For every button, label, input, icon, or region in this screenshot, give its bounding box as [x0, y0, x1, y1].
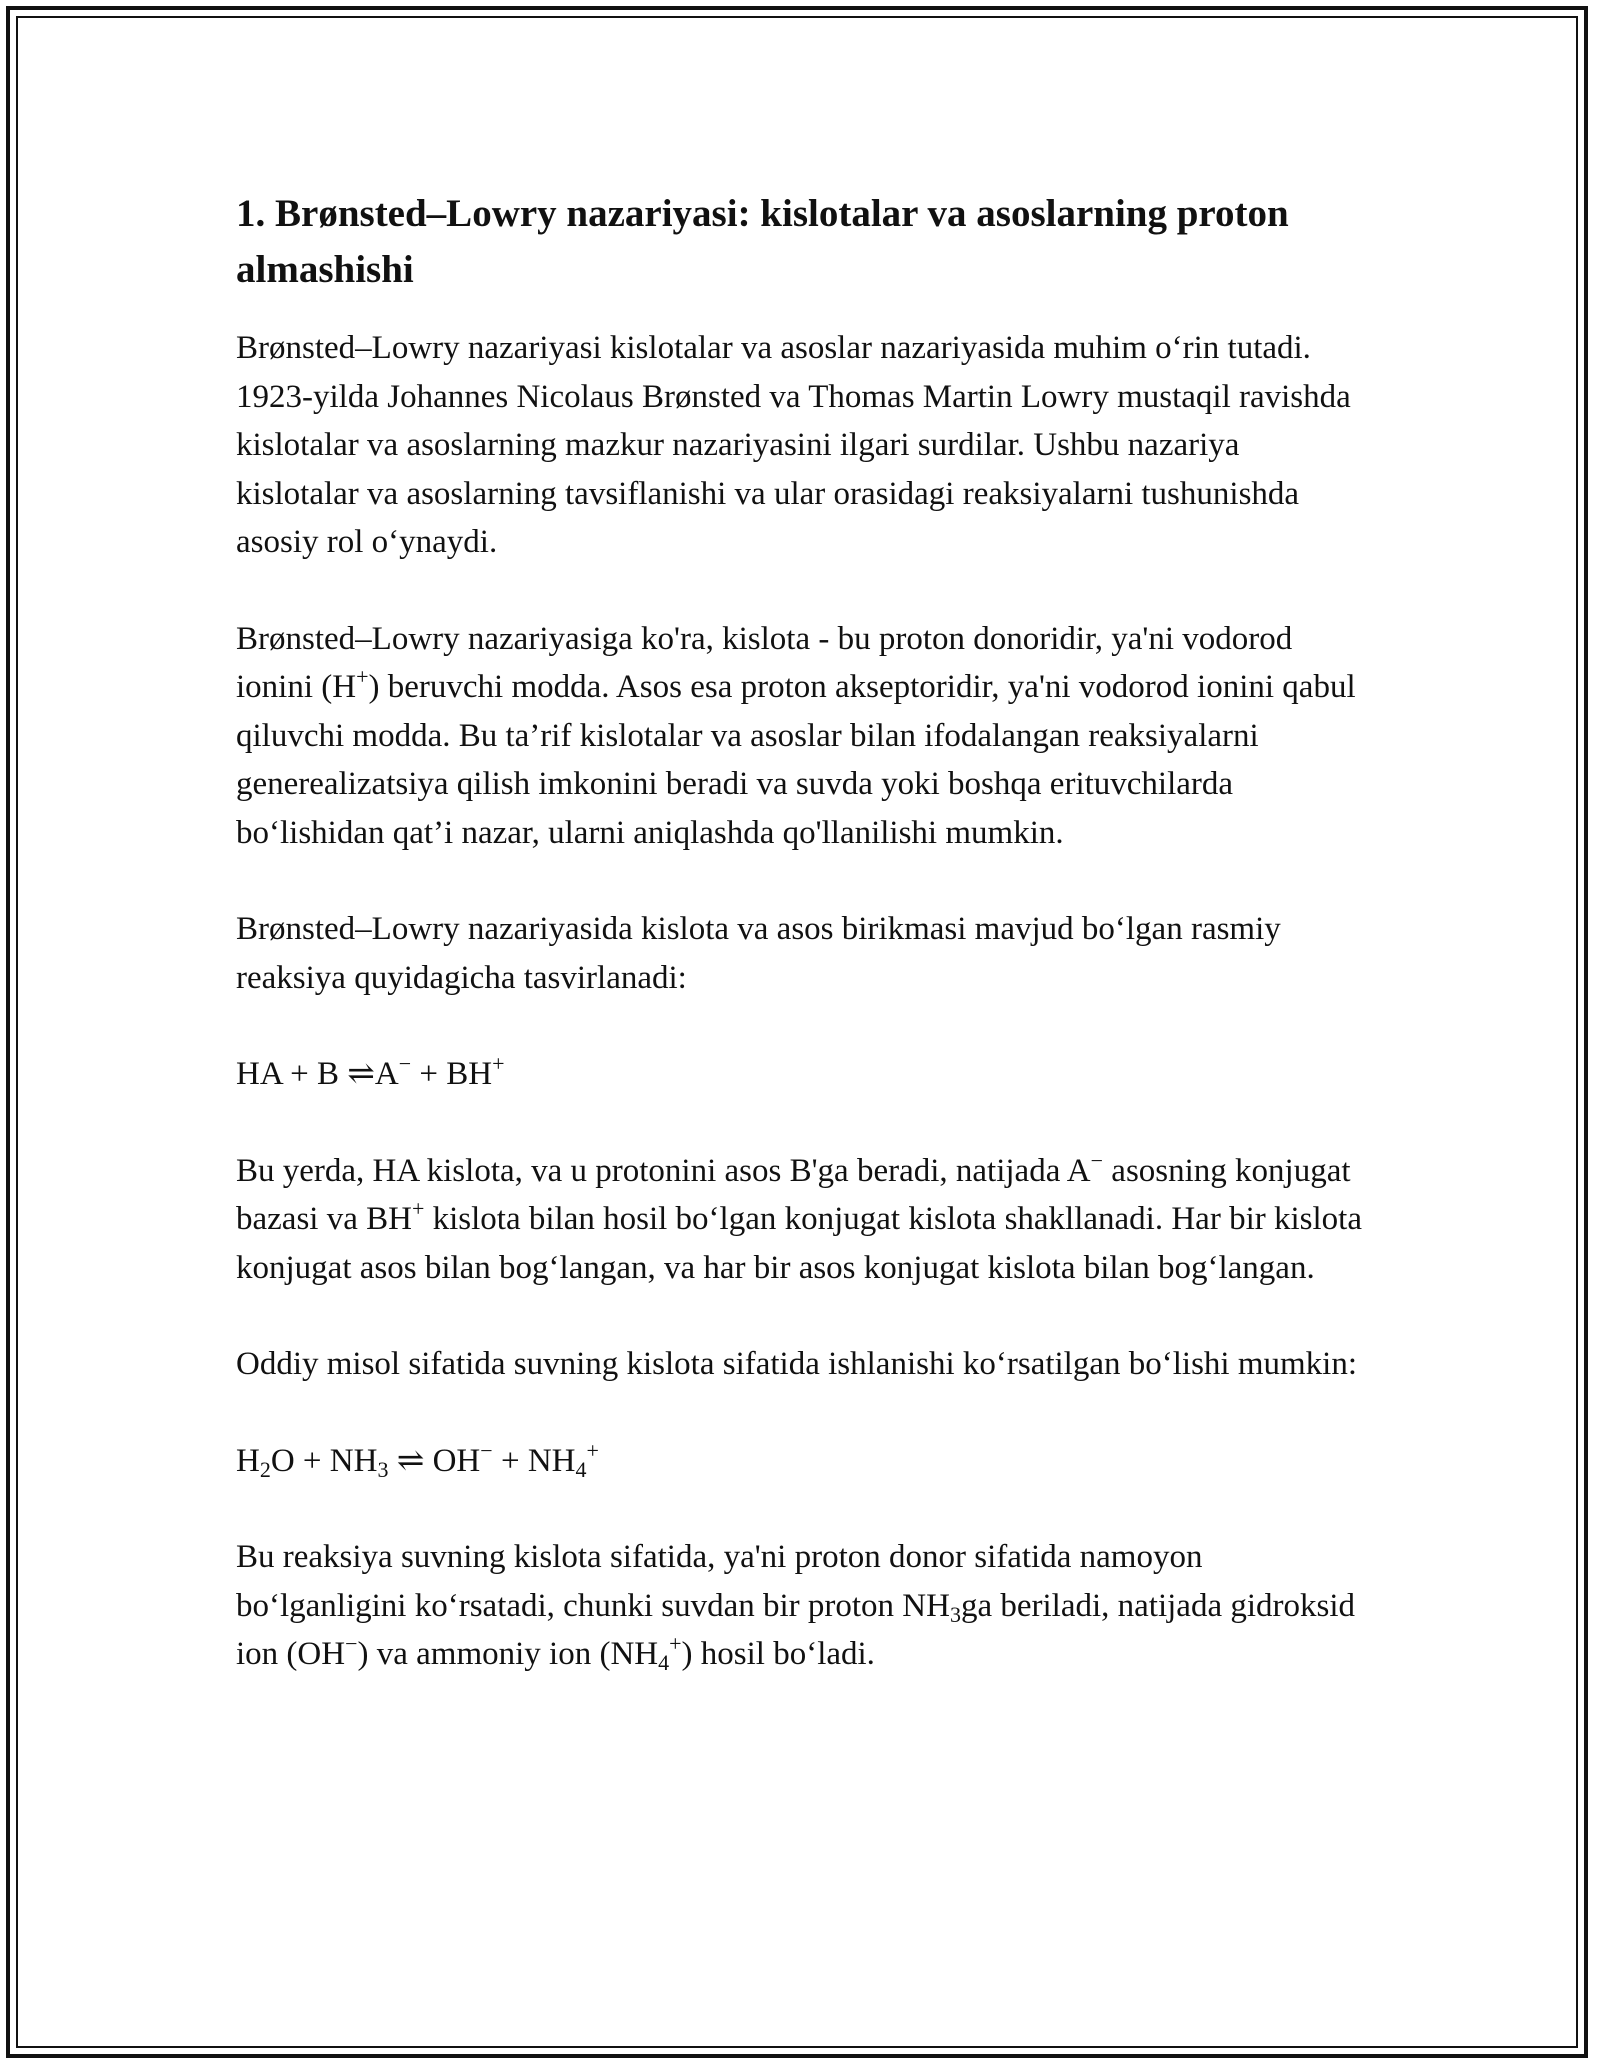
paragraph-definition: Brønsted–Lowry nazariyasiga ko'ra, kislota - bu proton donoridir, ya'ni vodorod ionini (H+) beruvchi modda. Asos esa proton akseptoridir, ya'ni vodorod ionini qabul qiluvchi modda. Bu ta’rif kislotalar va asoslar bilan ifodalangan reaksiyalarni generealizatsiya qilish imkonini beradi va suvda yoki boshqa erituvchilarda bo‘lishidan qat’i nazar, ularni aniqlashda qo'llanilishi mumkin. [236, 620, 1356, 851]
equation-water-ammonia: $H_2O + NH_3$ ⇌ $OH^- + NH_4^+$ [236, 1437, 599, 1482]
section-heading: 1. Brønsted–Lowry nazariyasi: kislotalar va asoslarning proton almashishi [236, 192, 1289, 291]
equation-general: HA + B ⇌A− + BH+ [236, 1051, 505, 1092]
paragraph-reaction-intro: Brønsted–Lowry nazariyasida kislota va asos birikmasi mavjud bo‘lgan rasmiy reaksiya quyidagicha tasvirlanadi: [236, 911, 1281, 996]
document-body [236, 186, 1366, 1727]
paragraph-intro: Brønsted–Lowry nazariyasi kislotalar va asoslar nazariyasida muhim o‘rin tutadi. 1923-yilda Johannes Nicolaus Brønsted va Thomas Martin Lowry mustaqil ravishda kislotalar va asoslarning mazkur nazariyasini ilgari surdilar. Ushbu nazariya kislotalar va asoslarning tavsiflanishi va ular orasidagi reaksiyalarni tushunishda asosiy rol o‘ynaydi. [236, 330, 1351, 560]
paragraph-conclusion: Bu reaksiya suvning kislota sifatida, ya'ni proton donor sifatida namoyon bo‘lganligini ko‘rsatadi, chunki suvdan bir proton $NH_3ga$ beriladi, natijada gidroksid ion (OH−) va ammoniy ion $(NH_4^+)$ hosil bo‘ladi. [236, 1539, 1356, 1675]
paragraph-explanation: Bu yerda, HA kislota, va u protonini asos B'ga beradi, natijada A− asosning konjugat bazasi va BH+ kislota bilan hosil bo‘lgan konjugat kislota shakllanadi. Har bir kislota konjugat asos bilan bog‘langan, va har bir asos konjugat kislota bilan bog‘langan. [236, 1147, 1362, 1286]
paragraph-example-intro: Oddiy misol sifatida suvning kislota sifatida ishlanishi ko‘rsatilgan bo‘lishi mumkin: [236, 1346, 1358, 1382]
